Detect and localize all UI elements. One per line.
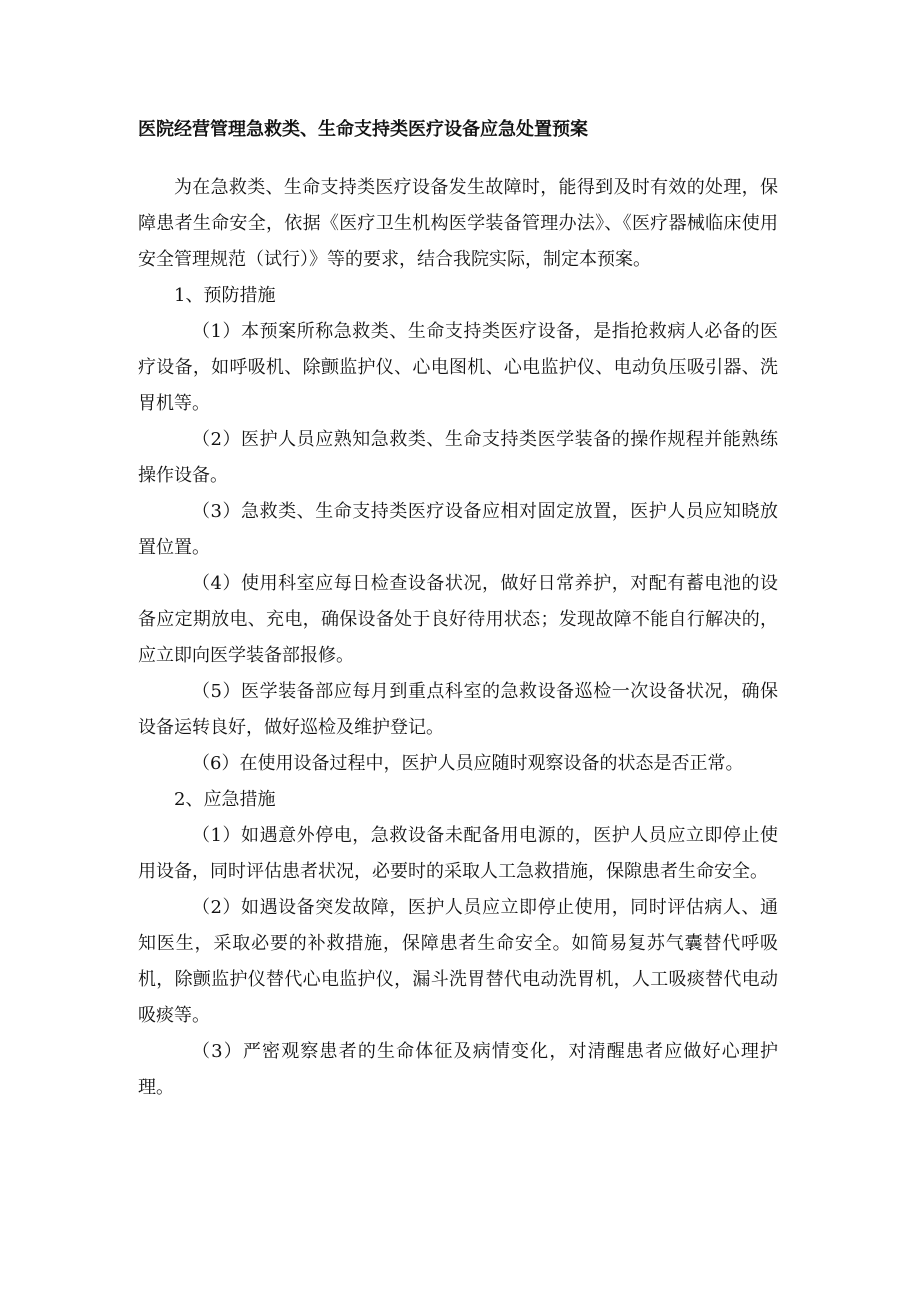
prevention-item-4: （4）使用科室应每日检查设备状况，做好日常养护，对配有蓄电池的设备应定期放电、充电，确保设备处于良好待用状态；发现故障不能自行解决的，应立即向医学装备部报修。 [138, 573, 778, 666]
document-body [138, 170, 778, 1106]
prevention-item-3: （3）急救类、生命支持类医疗设备应相对固定放置，医护人员应知晓放置位置。 [138, 501, 778, 558]
intro-paragraph: 为在急救类、生命支持类医疗设备发生故障时，能得到及时有效的处理，保障患者生命安全，依据《医疗卫生机构医学装备管理办法》、《医疗器械临床使用安全管理规范（试行）》等的要求，结合我院实际，制定本预案。 [138, 177, 778, 270]
document-title: 医院经营管理急救类、生命支持类医疗设备应急处置预案 [138, 119, 588, 140]
emergency-item-2: （2）如遇设备突发故障，医护人员应立即停止使用，同时评估病人、通知医生，采取必要的补救措施，保障患者生命安全。如简易复苏气囊替代呼吸机，除颤监护仪替代心电监护仪，漏斗洗胃替代电动洗胃机，人工吸痰替代电动吸痰等。 [138, 897, 778, 1026]
emergency-item-1: （1）如遇意外停电，急救设备未配备用电源的，医护人员应立即停止使用设备，同时评估患者状况，必要时的采取人工急救措施，保隙患者生命安全。 [138, 825, 778, 882]
prevention-item-1: （1）本预案所称急救类、生命支持类医疗设备，是指抢救病人必备的医疗设备，如呼吸机、除颤监护仪、心电图机、心电监护仪、电动负压吸引器、洗胃机等。 [138, 321, 778, 414]
prevention-item-2: （2）医护人员应熟知急救类、生命支持类医学装备的操作规程并能熟练操作设备。 [138, 429, 778, 486]
prevention-item-5: （5）医学装备部应每月到重点科室的急救设备巡检一次设备状况，确保设备运转良好，做好巡检及维护登记。 [138, 681, 778, 738]
prevention-item-6: （6）在使用设备过程中，医护人员应随时观察设备的状态是否正常。 [192, 753, 744, 774]
section-heading-emergency: 2、应急措施 [174, 789, 276, 810]
emergency-item-3: （3）严密观察患者的生命体征及病情变化，对清醒患者应做好心理护理。 [138, 1041, 778, 1098]
section-heading-prevention: 1、预防措施 [174, 285, 276, 306]
